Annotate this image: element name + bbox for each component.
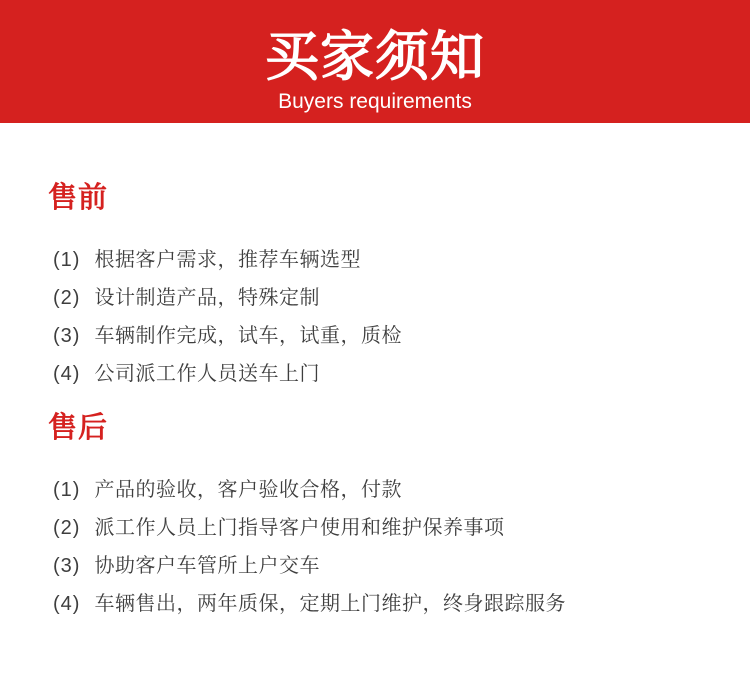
item-number: (1) (53, 249, 81, 271)
item-text: 派工作人员上门指导客户使用和维护保养事项 (94, 517, 505, 539)
item-text: 产品的验收，客户验收合格，付款 (94, 479, 402, 501)
item-text: 公司派工作人员送车上门 (94, 363, 320, 385)
page-subtitle: Buyers requirements (278, 90, 472, 113)
item-number: (4) (53, 593, 81, 615)
item-text: 协助客户车管所上户交车 (94, 555, 320, 577)
section-heading-aftersale: 售后 (48, 412, 109, 444)
aftersale-list (48, 471, 710, 623)
list-item (53, 279, 710, 317)
banner (0, 0, 750, 123)
presale-list (48, 241, 710, 393)
section-heading-presale: 售前 (48, 182, 109, 214)
item-number: (2) (53, 287, 81, 309)
item-text: 设计制造产品，特殊定制 (94, 287, 320, 309)
item-number: (2) (53, 517, 81, 539)
list-item (53, 317, 710, 355)
list-item (53, 241, 710, 279)
item-text: 根据客户需求，推荐车辆选型 (94, 249, 361, 271)
item-text: 车辆制作完成，试车，试重，质检 (94, 325, 402, 347)
item-number: (4) (53, 363, 81, 385)
list-item (53, 355, 710, 393)
list-item (53, 471, 710, 509)
item-text: 车辆售出，两年质保，定期上门维护，终身跟踪服务 (94, 593, 566, 615)
section-presale (48, 181, 710, 393)
list-item (53, 585, 710, 623)
list-item (53, 547, 710, 585)
list-item (53, 509, 710, 547)
item-number: (1) (53, 479, 81, 501)
content (0, 181, 750, 623)
item-number: (3) (53, 555, 81, 577)
item-number: (3) (53, 325, 81, 347)
page-title: 买家须知 (265, 27, 485, 87)
section-aftersale (48, 411, 710, 623)
